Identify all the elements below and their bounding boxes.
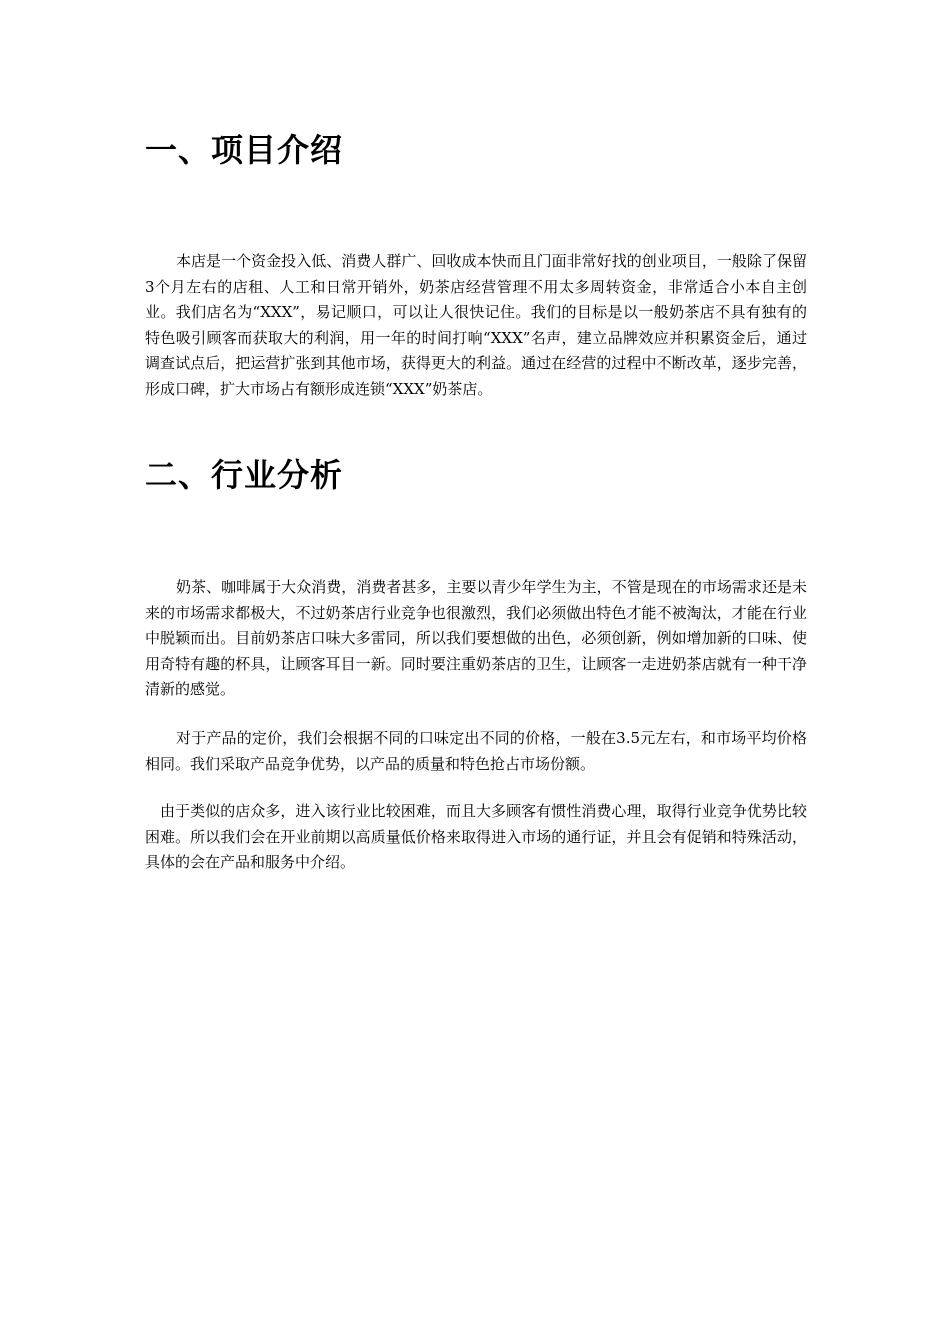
paragraph-market-demand: 奶茶、咖啡属于大众消费，消费者甚多，主要以青少年学生为主，不管是现在的市场需求还是未来的市场需求都极大，不过奶茶店行业竞争也很激烈，我们必须做出特色才能不被淘汰，才能在行业中脱颖而出。目前奶茶店口味大多雷同，所以我们要想做的出色，必须创新，例如增加新的口味、使用奇特有趣的杯具，让顾客耳目一新。同时要注重奶茶店的卫生，让顾客一走进奶茶店就有一种干净清新的感觉。	[145, 578, 807, 699]
paragraph-project-intro: 本店是一个资金投入低、消费人群广、回收成本快而且门面非常好找的创业项目，一般除了保留3个月左右的店租、人工和日常开销外，奶茶店经营管理不用太多周转资金，非常适合小本自主创业。我们店名为“XXX”，易记顺口，可以让人很快记住。我们的目标是以一般奶茶店不具有独有的特色吸引顾客而获取大的利润，用一年的时间打响“XXX”名声，建立品牌效应并积累资金后，通过调查试点后，把运营扩张到其他市场，获得更大的利益。通过在经营的过程中不断改革，逐步完善，形成口碑，扩大市场占有额形成连锁“XXX”奶茶店。	[145, 252, 807, 398]
section-heading-project-intro: 一、项目介绍	[145, 131, 344, 169]
paragraph-pricing: 对于产品的定价，我们会根据不同的口味定出不同的价格，一般在3.5元左右，和市场平均价格相同。我们采取产品竞争优势，以产品的质量和特色抢占市场份额。	[145, 729, 807, 773]
section-heading-industry-analysis: 二、行业分析	[145, 456, 344, 494]
paragraph-entry-strategy: 由于类似的店众多，进入该行业比较困难，而且大多顾客有惯性消费心理，取得行业竞争优势比较困难。所以我们会在开业前期以高质量低价格来取得进入市场的通行证，并且会有促销和特殊活动，具体的会在产品和服务中介绍。	[145, 802, 807, 872]
